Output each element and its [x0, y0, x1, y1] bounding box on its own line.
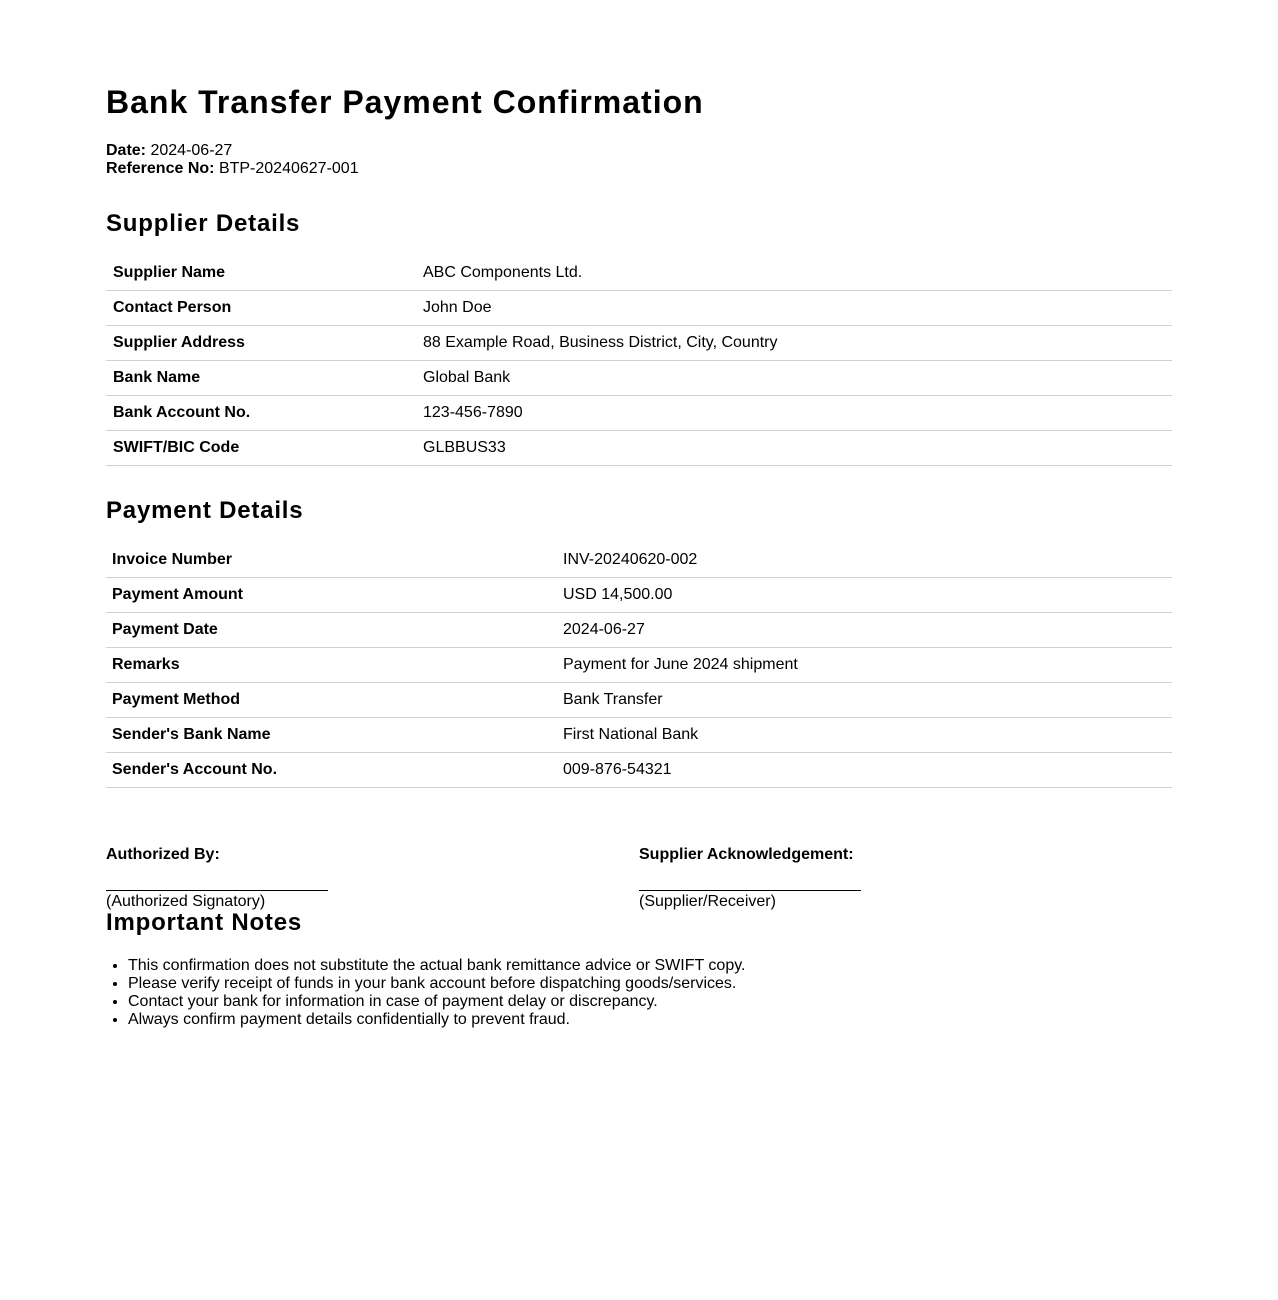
- row-label: Sender's Account No.: [106, 753, 551, 788]
- table-row: [106, 396, 1172, 431]
- table-row: [106, 326, 1172, 361]
- table-row: [106, 578, 1172, 613]
- row-label: Bank Name: [106, 361, 415, 396]
- supplier-acknowledgement-label: Supplier Acknowledgement:: [639, 846, 854, 863]
- supplier-details-table: [106, 256, 1172, 466]
- row-label: Payment Amount: [106, 578, 551, 613]
- row-value: Payment for June 2024 shipment: [551, 648, 1172, 683]
- list-item: • Contact your bank for information in case of payment delay or discrepancy.: [128, 993, 1172, 1011]
- table-row: [106, 361, 1172, 396]
- table-row: [106, 291, 1172, 326]
- date-value: 2024-06-27: [150, 142, 233, 159]
- reference-line: [106, 160, 1172, 178]
- row-label: Bank Account No.: [106, 396, 415, 431]
- row-label: Invoice Number: [106, 543, 551, 578]
- row-label: Supplier Address: [106, 326, 415, 361]
- authorized-by-label: Authorized By:: [106, 846, 220, 863]
- row-value: USD 14,500.00: [551, 578, 1172, 613]
- row-value: Global Bank: [415, 361, 1172, 396]
- important-notes-list: [106, 957, 1172, 1029]
- row-value: First National Bank: [551, 718, 1172, 753]
- row-value: John Doe: [415, 291, 1172, 326]
- row-label: Sender's Bank Name: [106, 718, 551, 753]
- document-title: Bank Transfer Payment Confirmation: [106, 84, 704, 120]
- row-label: Payment Date: [106, 613, 551, 648]
- payment-details-heading: Payment Details: [106, 497, 304, 524]
- date-label: Date:: [106, 142, 147, 159]
- row-value: 2024-06-27: [551, 613, 1172, 648]
- document-meta: [106, 142, 1172, 178]
- supplier-details-heading: Supplier Details: [106, 210, 301, 237]
- reference-value: BTP-20240627-001: [218, 160, 359, 177]
- table-row: [106, 613, 1172, 648]
- list-item: • This confirmation does not substitute the actual bank remittance advice or SWIFT copy.: [128, 957, 1172, 975]
- row-label: Contact Person: [106, 291, 415, 326]
- row-value: 009-876-54321: [551, 753, 1172, 788]
- authorized-signature-line: [106, 890, 328, 891]
- list-item: • Always confirm payment details confidentially to prevent fraud.: [128, 1011, 1172, 1029]
- table-row: [106, 256, 1172, 291]
- row-value: ABC Components Ltd.: [415, 256, 1172, 291]
- table-row: [106, 431, 1172, 466]
- row-value: INV-20240620-002: [551, 543, 1172, 578]
- reference-label: Reference No:: [106, 160, 215, 177]
- table-row: [106, 683, 1172, 718]
- important-notes-heading: Important Notes: [106, 909, 303, 936]
- row-label: SWIFT/BIC Code: [106, 431, 415, 466]
- date-line: [106, 142, 1172, 160]
- authorized-signatory-caption: (Authorized Signatory): [106, 893, 266, 910]
- supplier-receiver-caption: (Supplier/Receiver): [639, 893, 776, 910]
- table-row: [106, 753, 1172, 788]
- payment-confirmation-document: [106, 0, 1172, 1029]
- table-row: [106, 543, 1172, 578]
- row-value: GLBBUS33: [415, 431, 1172, 466]
- row-label: Remarks: [106, 648, 551, 683]
- row-label: Supplier Name: [106, 256, 415, 291]
- payment-details-table: [106, 543, 1172, 788]
- row-value: 123-456-7890: [415, 396, 1172, 431]
- row-label: Payment Method: [106, 683, 551, 718]
- row-value: 88 Example Road, Business District, City, Country: [415, 326, 1172, 361]
- supplier-signature-block: [639, 846, 1172, 926]
- supplier-signature-line: [639, 890, 861, 891]
- table-row: [106, 718, 1172, 753]
- list-item: • Please verify receipt of funds in your bank account before dispatching goods/services.: [128, 975, 1172, 993]
- table-row: [106, 648, 1172, 683]
- row-value: Bank Transfer: [551, 683, 1172, 718]
